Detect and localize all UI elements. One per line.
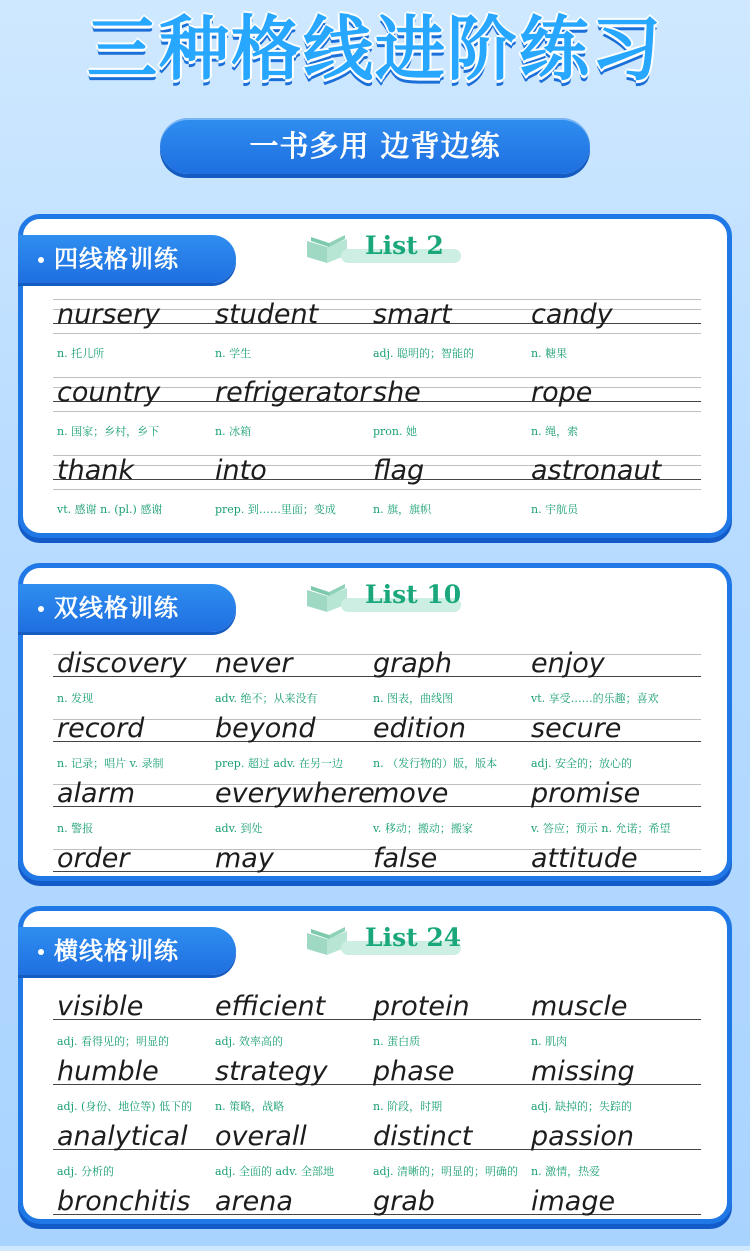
english-word: student bbox=[215, 299, 319, 330]
word-row bbox=[53, 778, 701, 843]
two-line-panel bbox=[18, 563, 732, 881]
word-cell bbox=[57, 293, 215, 371]
word-row bbox=[53, 371, 701, 449]
english-word: distinct bbox=[373, 1121, 473, 1152]
english-word: missing bbox=[531, 1056, 635, 1087]
english-word: grab bbox=[373, 1186, 435, 1217]
english-word: protein bbox=[373, 991, 470, 1022]
english-word: beyond bbox=[215, 713, 316, 744]
english-word: muscle bbox=[531, 991, 628, 1022]
word-cell bbox=[531, 648, 689, 713]
word-cell bbox=[531, 1056, 689, 1121]
word-meaning: n. 蛋白质 bbox=[373, 1035, 421, 1048]
word-meaning: adj. 全面的 adv. 全部地 bbox=[215, 1165, 335, 1178]
word-cell bbox=[531, 449, 689, 527]
word-cell bbox=[215, 648, 373, 713]
word-cell bbox=[57, 991, 215, 1056]
panel-tab-label: 四线格训练 bbox=[54, 245, 179, 273]
word-meaning: adj. 看得见的；明显的 bbox=[57, 1035, 170, 1048]
word-meaning: adj. 清晰的；明显的；明确的 bbox=[373, 1165, 519, 1178]
word-meaning: v. 移动；搬动；搬家 bbox=[373, 822, 473, 835]
english-word: arena bbox=[215, 1186, 293, 1217]
panel-tab-label: 双线格训练 bbox=[54, 594, 179, 622]
word-row bbox=[53, 1056, 701, 1121]
word-cell bbox=[531, 991, 689, 1056]
english-word: strategy bbox=[215, 1056, 328, 1087]
english-word: phase bbox=[373, 1056, 455, 1087]
english-word: may bbox=[215, 843, 274, 874]
english-word: graph bbox=[373, 648, 453, 679]
word-cell bbox=[57, 371, 215, 449]
word-cell bbox=[215, 843, 373, 908]
word-meaning: n. 激情，热爱 bbox=[531, 1165, 601, 1178]
english-word: visible bbox=[57, 991, 144, 1022]
english-word: false bbox=[373, 843, 438, 874]
word-cell bbox=[373, 991, 531, 1056]
english-word: thank bbox=[57, 455, 134, 486]
word-cell bbox=[57, 648, 215, 713]
word-row bbox=[53, 713, 701, 778]
word-grid bbox=[53, 648, 701, 908]
bullet-dot bbox=[38, 949, 44, 955]
word-cell bbox=[57, 713, 215, 778]
word-cell bbox=[57, 1186, 215, 1251]
word-row bbox=[53, 1186, 701, 1251]
word-cell bbox=[215, 449, 373, 527]
word-meaning: n. 国家；乡村，乡下 bbox=[57, 425, 160, 438]
word-meaning: adj. (身份、地位等) 低下的 bbox=[57, 1100, 193, 1113]
word-cell bbox=[373, 843, 531, 908]
list-badge bbox=[303, 578, 483, 618]
word-cell bbox=[373, 713, 531, 778]
word-meaning: n. 冰箱 bbox=[215, 425, 252, 438]
word-meaning: n. 旗，旗帜 bbox=[373, 503, 432, 516]
subtitle-banner: 一书多用 边背边练 bbox=[160, 118, 590, 174]
word-cell bbox=[531, 1186, 689, 1251]
word-cell bbox=[373, 371, 531, 449]
english-word: bronchitis bbox=[57, 1186, 191, 1217]
english-word: record bbox=[57, 713, 145, 744]
english-word: passion bbox=[531, 1121, 634, 1152]
word-meaning: adv. 到处 bbox=[215, 822, 263, 835]
word-cell bbox=[215, 778, 373, 843]
word-cell bbox=[531, 371, 689, 449]
word-row bbox=[53, 843, 701, 908]
english-word: edition bbox=[373, 713, 466, 744]
english-word: enjoy bbox=[531, 648, 605, 679]
word-cell bbox=[531, 1121, 689, 1186]
word-meaning: pron. 她 bbox=[373, 425, 417, 438]
word-meaning: n. 托儿所 bbox=[57, 347, 105, 360]
english-word: analytical bbox=[57, 1121, 188, 1152]
word-cell bbox=[215, 371, 373, 449]
word-cell bbox=[57, 1121, 215, 1186]
english-word: alarm bbox=[57, 778, 135, 809]
word-cell bbox=[215, 991, 373, 1056]
word-row bbox=[53, 449, 701, 527]
word-meaning: n. （发行物的）版，版本 bbox=[373, 757, 498, 770]
english-word: she bbox=[373, 377, 421, 408]
word-meaning: vt. 感谢 n. (pl.) 感谢 bbox=[57, 503, 163, 516]
word-meaning: n. 发现 bbox=[57, 692, 94, 705]
english-word: rope bbox=[531, 377, 593, 408]
word-meaning: n. 糖果 bbox=[531, 347, 568, 360]
english-word: order bbox=[57, 843, 130, 874]
list-label: List 2 bbox=[365, 231, 444, 260]
word-meaning: n. 阶段，时期 bbox=[373, 1100, 443, 1113]
english-word: move bbox=[373, 778, 449, 809]
word-cell bbox=[57, 778, 215, 843]
word-cell bbox=[531, 713, 689, 778]
word-cell bbox=[373, 1056, 531, 1121]
word-row bbox=[53, 293, 701, 371]
bullet-dot bbox=[38, 606, 44, 612]
word-cell bbox=[373, 449, 531, 527]
word-cell bbox=[215, 1056, 373, 1121]
word-cell bbox=[531, 293, 689, 371]
word-cell bbox=[531, 843, 689, 908]
word-meaning: adj. 安全的；放心的 bbox=[531, 757, 633, 770]
word-meaning: adv. 绝不；从来没有 bbox=[215, 692, 318, 705]
word-cell bbox=[215, 713, 373, 778]
english-word: astronaut bbox=[531, 455, 662, 486]
english-word: attitude bbox=[531, 843, 638, 874]
word-cell bbox=[531, 778, 689, 843]
panel-tab bbox=[18, 927, 236, 975]
word-grid bbox=[53, 991, 701, 1251]
word-meaning: vt. 享受……的乐趣；喜欢 bbox=[531, 692, 659, 705]
word-meaning: n. 警报 bbox=[57, 822, 94, 835]
word-meaning: v. 答应；预示 n. 允诺；希望 bbox=[531, 822, 671, 835]
word-meaning: n. 记录；唱片 v. 录制 bbox=[57, 757, 164, 770]
word-meaning: prep. 到……里面；变成 bbox=[215, 503, 336, 516]
english-word: promise bbox=[531, 778, 641, 809]
english-word: discovery bbox=[57, 648, 187, 679]
word-meaning: n. 肌肉 bbox=[531, 1035, 568, 1048]
word-cell bbox=[215, 1121, 373, 1186]
word-row bbox=[53, 991, 701, 1056]
english-word: flag bbox=[373, 455, 425, 486]
word-meaning: adj. 缺掉的；失踪的 bbox=[531, 1100, 633, 1113]
single-line-panel bbox=[18, 906, 732, 1224]
english-word: everywhere bbox=[215, 778, 375, 809]
word-meaning: adj. 聪明的；智能的 bbox=[373, 347, 475, 360]
english-word: secure bbox=[531, 713, 622, 744]
panel-tab bbox=[18, 584, 236, 632]
word-cell bbox=[215, 1186, 373, 1251]
word-cell bbox=[373, 778, 531, 843]
word-cell bbox=[57, 449, 215, 527]
word-meaning: n. 策略，战略 bbox=[215, 1100, 285, 1113]
word-grid bbox=[53, 293, 701, 527]
english-word: into bbox=[215, 455, 267, 486]
word-cell bbox=[373, 293, 531, 371]
word-cell bbox=[373, 1121, 531, 1186]
word-cell bbox=[215, 293, 373, 371]
english-word: candy bbox=[531, 299, 613, 330]
english-word: overall bbox=[215, 1121, 307, 1152]
page-title: 三种格线进阶练习 bbox=[87, 8, 663, 90]
word-cell bbox=[373, 648, 531, 713]
panel-tab-label: 横线格训练 bbox=[54, 937, 179, 965]
english-word: smart bbox=[373, 299, 452, 330]
english-word: efficient bbox=[215, 991, 326, 1022]
word-row bbox=[53, 648, 701, 713]
english-word: never bbox=[215, 648, 293, 679]
english-word: refrigerator bbox=[215, 377, 371, 408]
english-word: humble bbox=[57, 1056, 159, 1087]
word-cell bbox=[373, 1186, 531, 1251]
word-meaning: adj. 效率高的 bbox=[215, 1035, 284, 1048]
word-meaning: n. 宇航员 bbox=[531, 503, 579, 516]
word-meaning: adj. 分析的 bbox=[57, 1165, 115, 1178]
panel-tab bbox=[18, 235, 236, 283]
list-label: List 10 bbox=[365, 580, 462, 609]
bullet-dot bbox=[38, 257, 44, 263]
list-label: List 24 bbox=[365, 923, 462, 952]
word-meaning: prep. 超过 adv. 在另一边 bbox=[215, 757, 343, 770]
word-cell bbox=[57, 843, 215, 908]
word-meaning: n. 图表，曲线图 bbox=[373, 692, 454, 705]
word-cell bbox=[57, 1056, 215, 1121]
list-badge bbox=[303, 921, 483, 961]
english-word: nursery bbox=[57, 299, 161, 330]
word-row bbox=[53, 1121, 701, 1186]
english-word: country bbox=[57, 377, 161, 408]
word-meaning: n. 学生 bbox=[215, 347, 252, 360]
list-badge bbox=[303, 229, 483, 269]
english-word: image bbox=[531, 1186, 616, 1217]
four-line-panel bbox=[18, 214, 732, 538]
word-meaning: n. 绳，索 bbox=[531, 425, 579, 438]
